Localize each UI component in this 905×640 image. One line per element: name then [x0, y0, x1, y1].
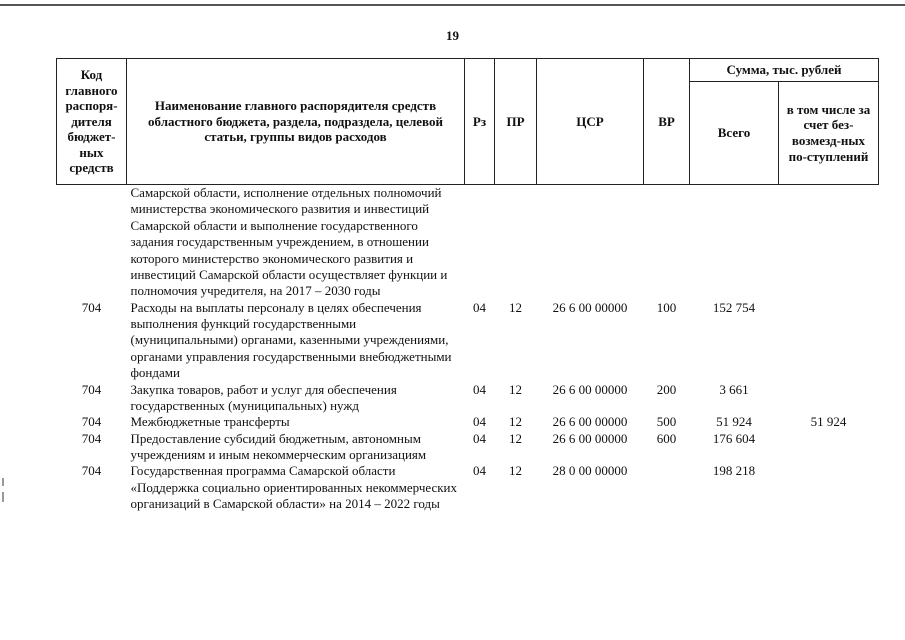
cell-code: 704 — [81, 463, 102, 479]
cell-pr: 12 — [509, 414, 522, 430]
cell-incl — [779, 185, 879, 300]
cell-csr: 26 6 00 00000 — [552, 430, 628, 446]
scan-edge-mark — [2, 478, 4, 486]
header-rz: Рз — [465, 59, 495, 185]
cell-rz: 04 — [473, 299, 486, 315]
cell-vr — [644, 463, 690, 512]
cell-incl — [779, 431, 879, 464]
cell-code: 704 — [81, 381, 102, 397]
cell-total: 152 754 — [712, 299, 756, 315]
cell-csr: 26 6 00 00000 — [552, 414, 628, 430]
header-total: Всего — [690, 82, 779, 185]
top-rule — [0, 4, 905, 6]
budget-table — [56, 58, 879, 513]
cell-incl — [779, 300, 879, 382]
cell-code: 704 — [81, 430, 102, 446]
cell-incl — [779, 382, 879, 415]
cell-pr — [495, 185, 537, 300]
cell-csr: 28 0 00 00000 — [552, 463, 628, 479]
cell-name: Межбюджетные трансферты — [130, 414, 290, 430]
header-name: Наименование главного распорядителя средств областного бюджета, раздела, подраздела, целевой статьи, группы видов расходов — [127, 59, 465, 185]
cell-rz: 04 — [473, 381, 486, 397]
cell-rz — [465, 185, 495, 300]
header-pr: ПР — [495, 59, 537, 185]
cell-total — [690, 185, 779, 300]
table-row — [57, 414, 879, 430]
cell-incl — [779, 463, 879, 512]
header-csr: ЦСР — [537, 59, 644, 185]
table-row — [57, 185, 879, 300]
cell-vr: 600 — [656, 430, 677, 446]
cell-rz: 04 — [473, 463, 486, 479]
cell-code: 704 — [81, 414, 102, 430]
cell-incl: 51 924 — [810, 414, 847, 430]
cell-rz: 04 — [473, 430, 486, 446]
header-incl: в том числе за счет без-возмезд-ных по-ступлений — [779, 82, 879, 185]
cell-csr: 26 6 00 00000 — [552, 381, 628, 397]
header-code: Код главного распоря-дителя бюджет-ных средств — [57, 59, 127, 185]
cell-total: 176 604 — [712, 430, 756, 446]
cell-pr: 12 — [509, 430, 522, 446]
cell-total: 51 924 — [716, 414, 752, 430]
cell-pr: 12 — [509, 463, 522, 479]
table-row — [57, 463, 879, 512]
cell-vr — [644, 185, 690, 300]
cell-name: Самарской области, исполнение отдельных полномочий министерства экономического развития и инвестиций Самарской области и выполнение государственного задания государственным учреждением, в отношении которого министерство экономического развития и инвестиций Самарской области осуществляет функции и полномочия учредителя, на 2017 – 2030 годы — [130, 185, 448, 299]
cell-pr: 12 — [509, 381, 522, 397]
cell-vr: 100 — [656, 299, 677, 315]
cell-pr: 12 — [509, 299, 522, 315]
cell-rz: 04 — [473, 414, 486, 430]
cell-csr: 26 6 00 00000 — [552, 299, 628, 315]
cell-vr: 500 — [656, 414, 677, 430]
cell-csr — [537, 185, 644, 300]
cell-total: 198 218 — [712, 463, 756, 479]
table-row — [57, 382, 879, 415]
cell-code — [57, 185, 127, 300]
table-row — [57, 431, 879, 464]
cell-name: Государственная программа Самарской области «Поддержка социально ориентированных некоммерческих организаций в Самарской области» на 2014 – 2022 годы — [130, 463, 457, 512]
header-vr: ВР — [644, 59, 690, 185]
page-number: 19 — [446, 28, 459, 43]
cell-name: Расходы на выплаты персоналу в целях обеспечения выполнения функций государственными (муниципальными) органами, казенными учреждениями, органами управления государственными внебюджетными фондами — [130, 299, 452, 381]
scan-edge-mark — [2, 492, 4, 502]
table-row — [57, 300, 879, 382]
cell-total: 3 661 — [719, 381, 749, 397]
cell-name: Закупка товаров, работ и услуг для обеспечения государственных (муниципальных) нужд — [130, 381, 397, 413]
header-sum: Сумма, тыс. рублей — [690, 59, 879, 82]
cell-code: 704 — [81, 299, 102, 315]
cell-name: Предоставление субсидий бюджетным, автономным учреждениям и иным некоммерческим организациям — [130, 430, 427, 462]
cell-vr: 200 — [656, 381, 677, 397]
